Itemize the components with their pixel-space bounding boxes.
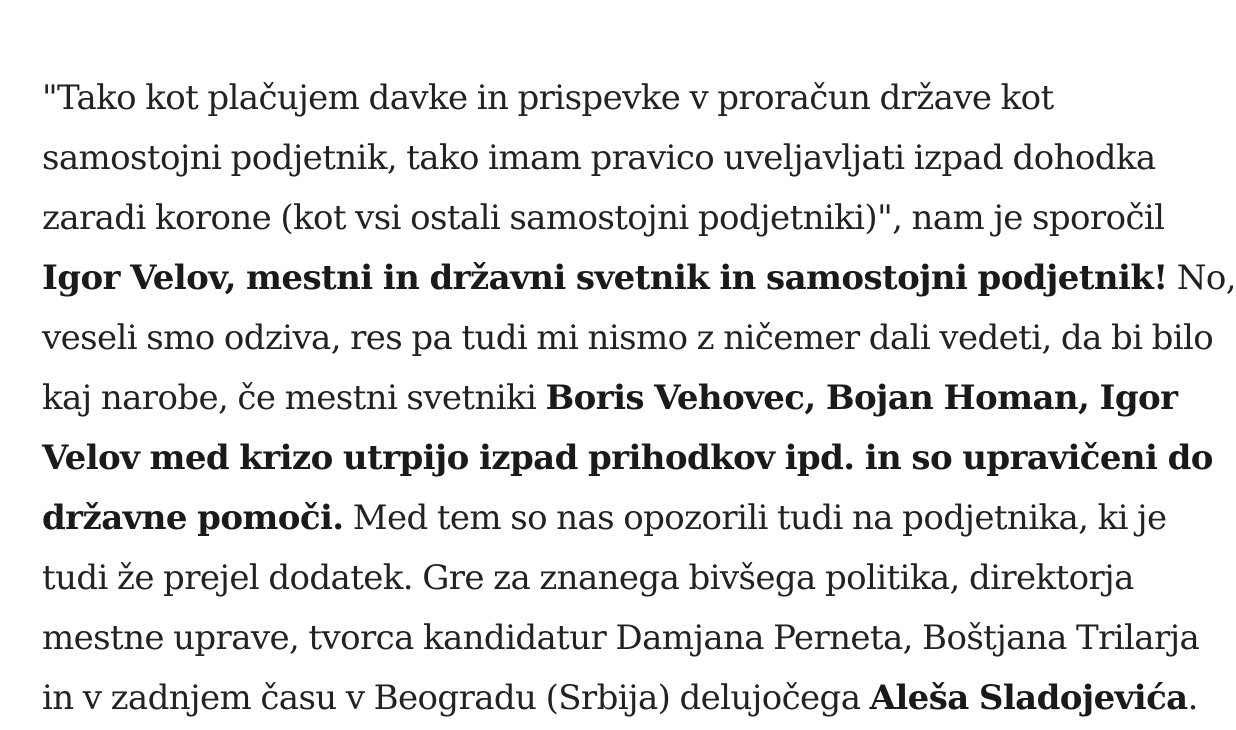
paragraph-line: zaradi korone (kot vsi ostali samostojni podjetniki)", nam je sporočil	[42, 198, 1165, 238]
paragraph-line: mestne uprave, tvorca kandidatur Damjana Perneta, Boštjana Trilarja	[42, 618, 1200, 658]
paragraph-line: kaj narobe, če mestni svetniki Boris Vehovec, Bojan Homan, Igor	[42, 378, 1178, 418]
article-paragraph	[42, 68, 1236, 728]
paragraph-line: "Tako kot plačujem davke in prispevke v proračun države kot	[42, 78, 1054, 118]
bold-councillor-names: Velov med krizo utrpijo izpad prihodkov ipd. in so upravičeni do	[42, 438, 1213, 478]
bold-entrepreneur-name: Aleša Sladojevića	[869, 678, 1188, 718]
paragraph-line: in v zadnjem času v Beogradu (Srbija) delujočega Aleša Sladojevića.	[42, 678, 1198, 718]
paragraph-line: samostojni podjetnik, tako imam pravico uveljavljati izpad dohodka	[42, 138, 1156, 178]
bold-councillor-names: Boris Vehovec, Bojan Homan, Igor	[545, 378, 1178, 418]
paragraph-line: tudi že prejel dodatek. Gre za znanega bivšega politika, direktorja	[42, 558, 1134, 598]
paragraph-line	[42, 428, 1222, 488]
paragraph-line: Igor Velov, mestni in državni svetnik in samostojni podjetnik! No,	[42, 258, 1236, 298]
bold-quote-source: Igor Velov, mestni in državni svetnik in samostojni podjetnik!	[42, 258, 1168, 298]
paragraph-line: državne pomoči. Med tem so nas opozorili tudi na podjetnika, ki je	[42, 498, 1167, 538]
paragraph-line: veseli smo odziva, res pa tudi mi nismo z ničemer dali vedeti, da bi bilo	[42, 318, 1214, 358]
bold-councillor-names: državne pomoči.	[42, 498, 344, 538]
